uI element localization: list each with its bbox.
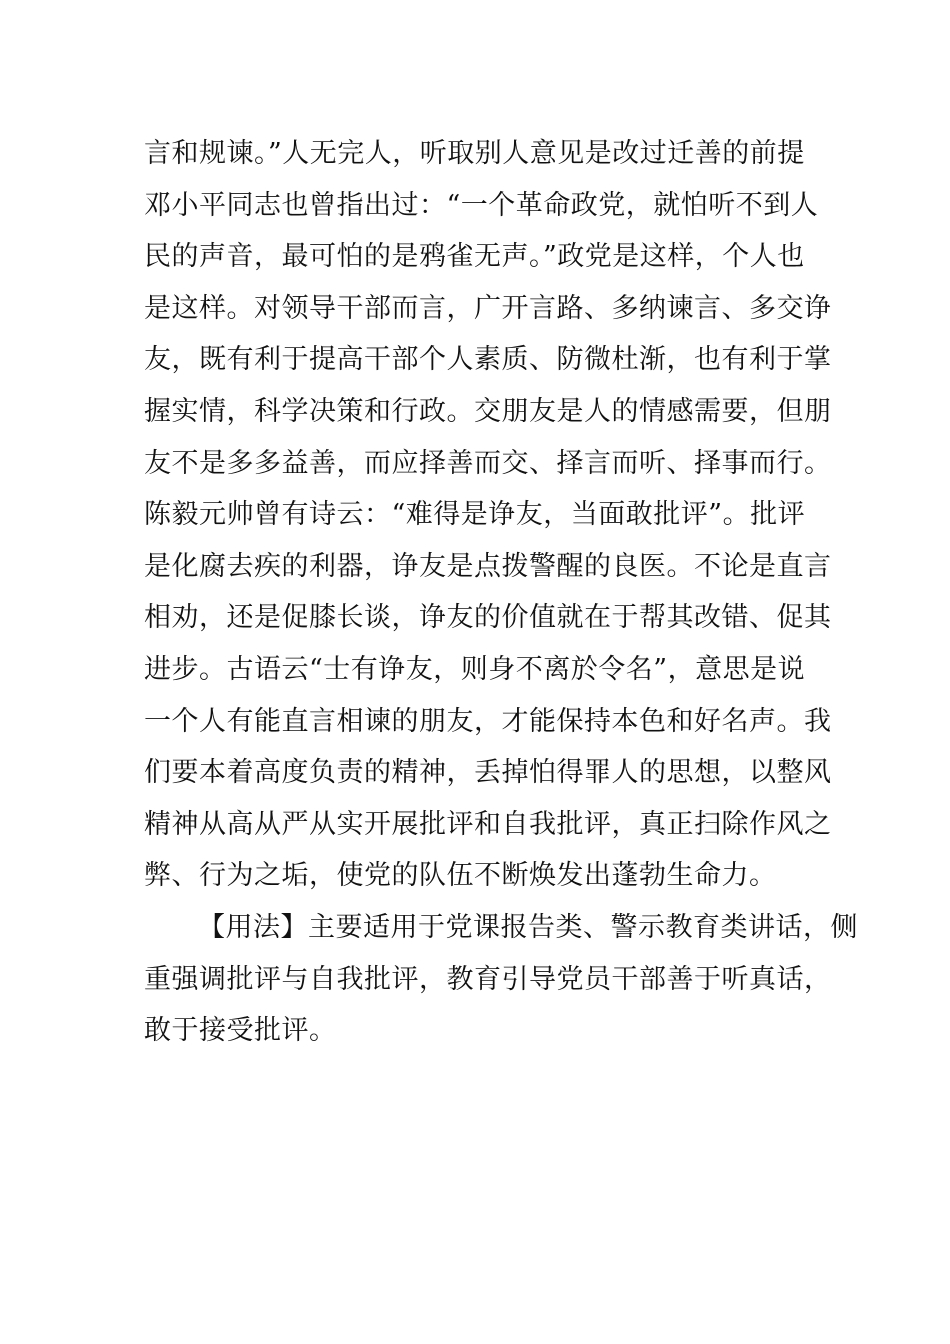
text-line: 民的声音，最可怕的是鸦雀无声。”政党是这样，个人也 bbox=[144, 241, 805, 273]
text-line: 弊、行为之垢，使党的队伍不断焕发出蓬勃生命力。 bbox=[144, 860, 777, 892]
document-body bbox=[144, 128, 858, 1057]
text-line: 陈毅元帅曾有诗云：“难得是诤友，当面敢批评”。批评 bbox=[144, 499, 806, 531]
paragraph-usage bbox=[144, 902, 858, 1057]
text-line: 【用法】主要适用于党课报告类、警示教育类讲话，侧 bbox=[198, 911, 858, 943]
text-line: 相劝，还是促膝长谈，诤友的价值就在于帮其改错、促其 bbox=[144, 602, 832, 634]
text-line: 是这样。对领导干部而言，广开言路、多纳谏言、多交诤 bbox=[144, 292, 832, 324]
text-line: 邓小平同志也曾指出过：“一个革命政党，就怕听不到人 bbox=[144, 189, 819, 221]
text-line: 敢于接受批评。 bbox=[144, 1015, 337, 1047]
text-line: 握实情，科学决策和行政。交朋友是人的情感需要，但朋 bbox=[144, 395, 832, 427]
text-line: 精神从高从严从实开展批评和自我批评，真正扫除作风之 bbox=[144, 808, 832, 840]
text-line: 进步。古语云“士有诤友，则身不离於令名”，意思是说 bbox=[144, 653, 806, 685]
text-line: 友，既有利于提高干部个人素质、防微杜渐，也有利于掌 bbox=[144, 344, 832, 376]
text-line: 言和规谏。”人无完人，听取别人意见是改过迁善的前提 bbox=[144, 138, 805, 169]
text-line: 们要本着高度负责的精神，丢掉怕得罪人的思想，以整风 bbox=[144, 757, 832, 789]
paragraph-main bbox=[144, 128, 832, 902]
text-line: 友不是多多益善，而应择善而交、择言而听、择事而行。 bbox=[144, 447, 832, 479]
text-line: 是化腐去疾的利器，诤友是点拨警醒的良医。不论是直言 bbox=[144, 550, 832, 582]
text-line: 重强调批评与自我批评，教育引导党员干部善于听真话， bbox=[144, 963, 832, 995]
text-line: 一个人有能直言相谏的朋友，才能保持本色和好名声。我 bbox=[144, 705, 832, 737]
